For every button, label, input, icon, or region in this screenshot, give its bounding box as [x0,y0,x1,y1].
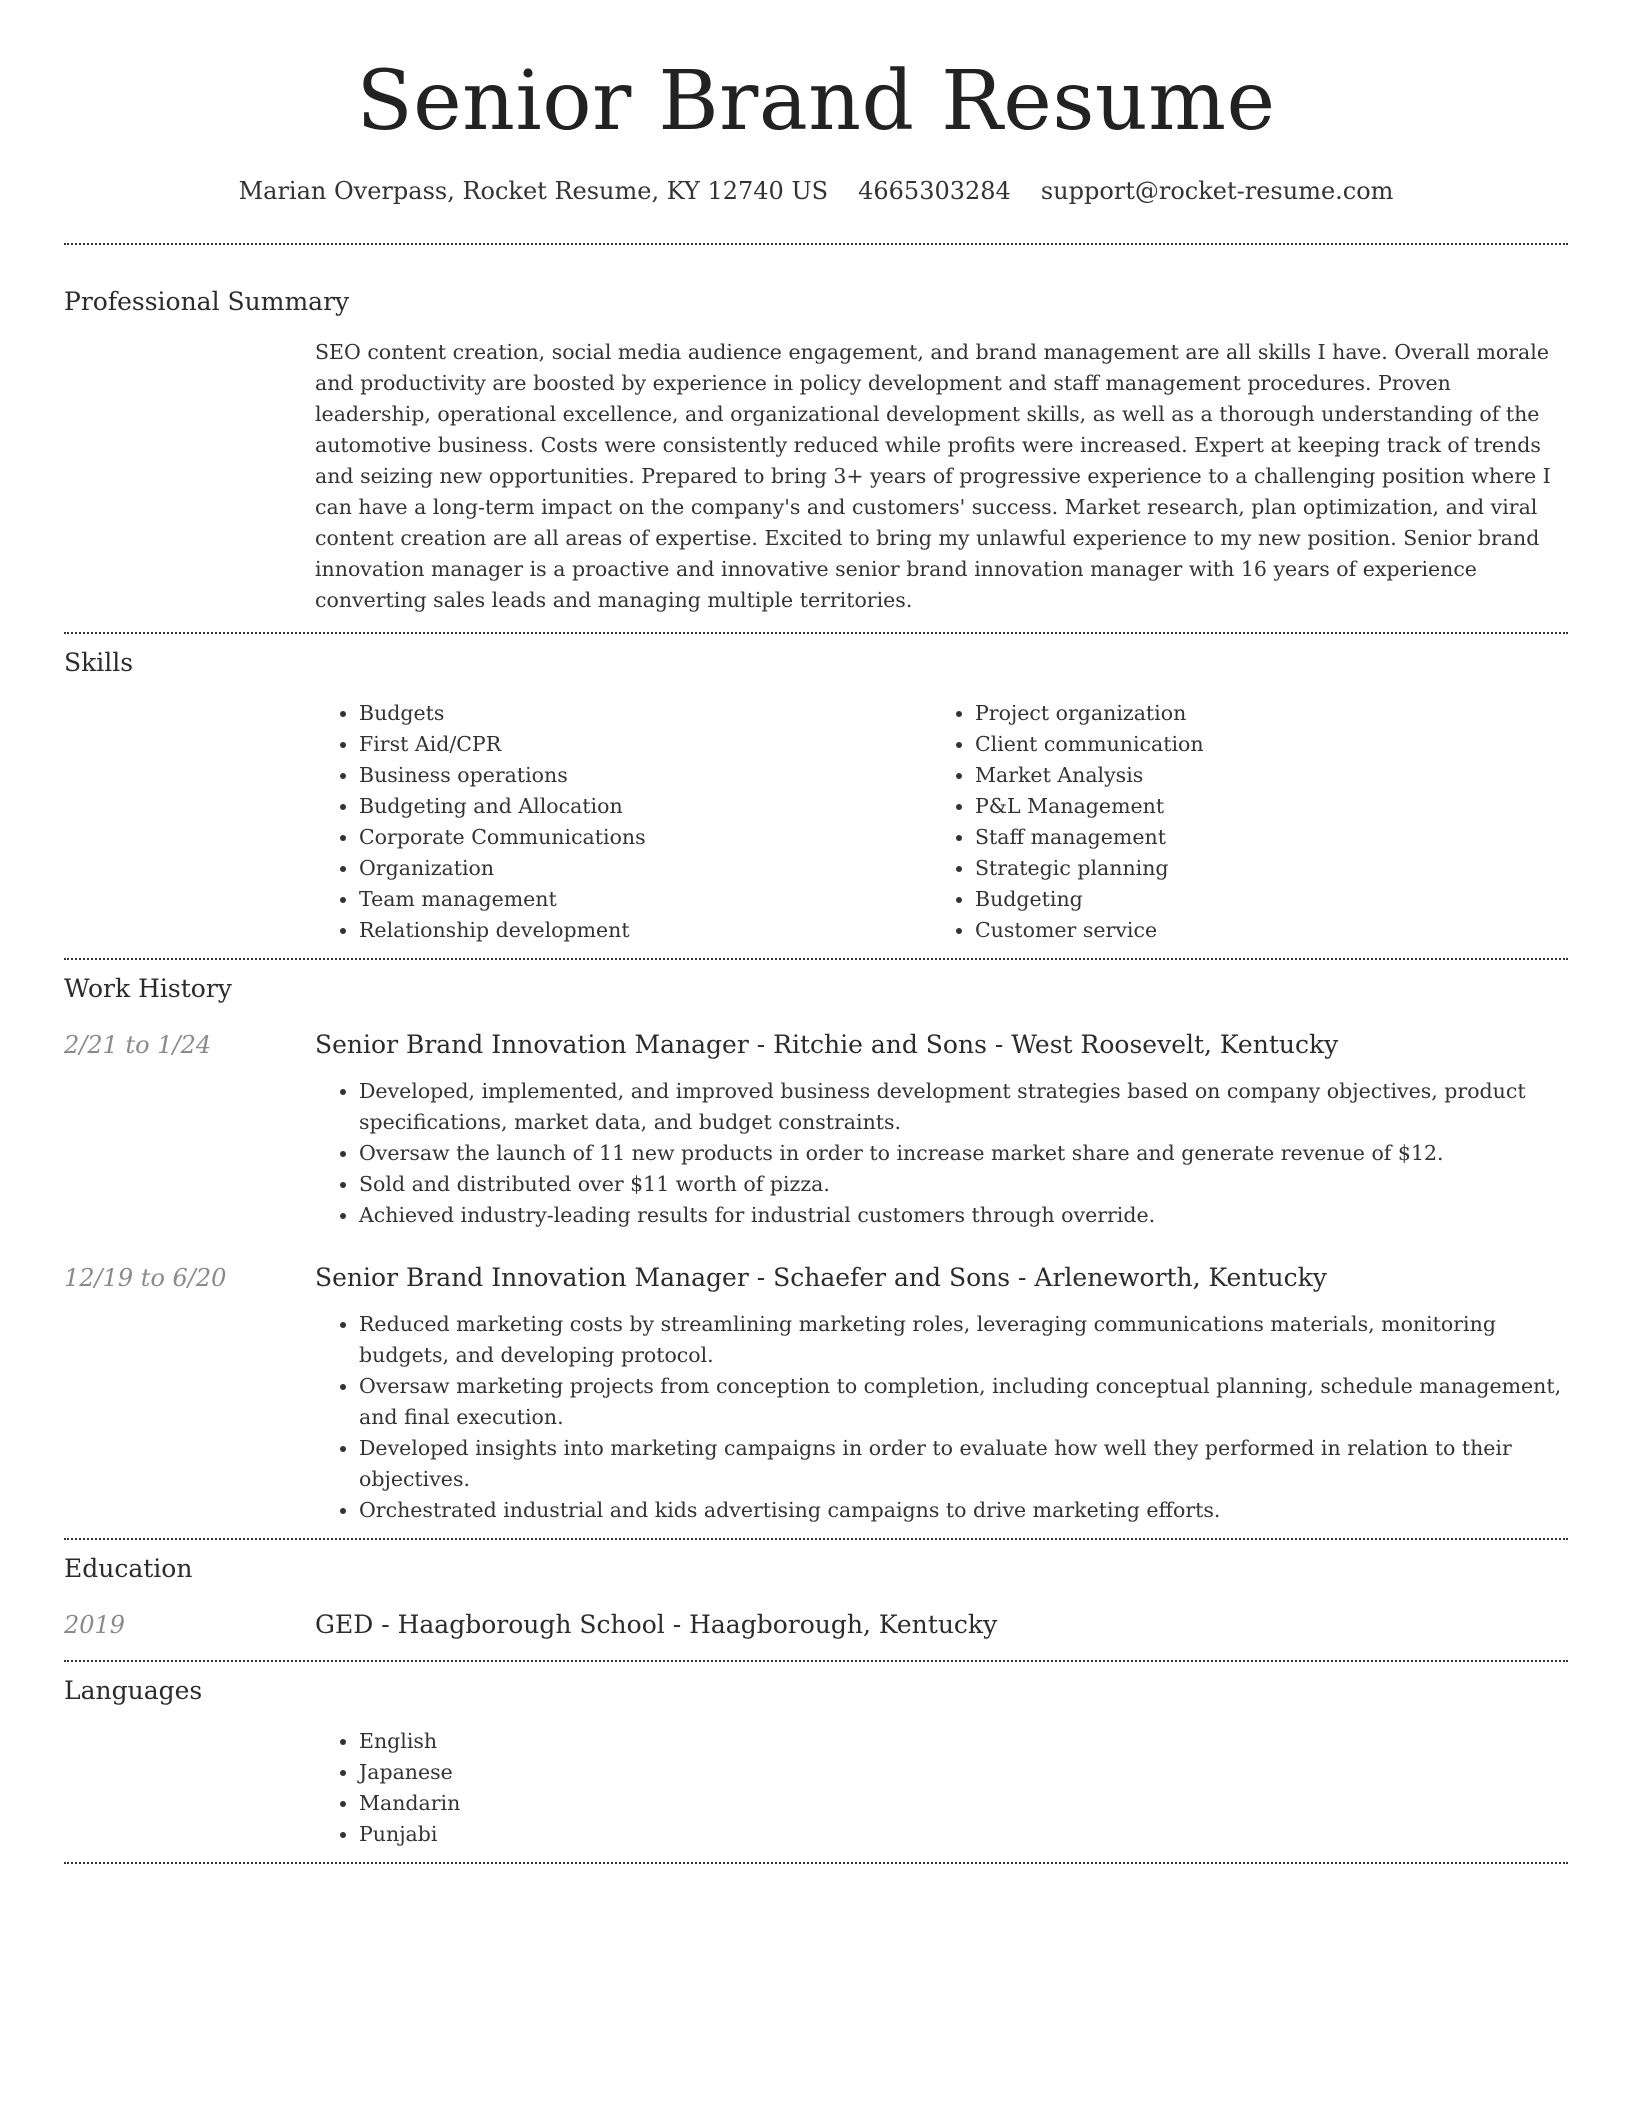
job-bullet: • Oversaw the launch of 11 new products in order to increase market share and generate revenue of $12. [359,1138,1568,1169]
contact-address: Marian Overpass, Rocket Resume, KY 12740 US [238,177,829,205]
job-header [64,1261,1568,1295]
summary-section [64,285,1568,616]
job-bullet: • Oversaw marketing projects from conception to completion, including conceptual planning, schedule management, and final execution. [359,1371,1568,1433]
divider [64,243,1568,245]
skills-column-left [315,698,931,946]
job-entry [64,1261,1568,1526]
job-heading: Senior Brand Innovation Manager - Ritchie and Sons - West Roosevelt, Kentucky [315,1030,1339,1059]
skill-item: • Budgets [359,698,931,729]
education-section [64,1552,1568,1642]
language-item: • Japanese [359,1757,1568,1788]
skill-item: • Budgeting [975,884,1547,915]
skill-item: • Organization [359,853,931,884]
summary-content [315,337,1568,616]
summary-title: Professional Summary [64,287,350,316]
job-bullet: • Developed, implemented, and improved business development strategies based on company objectives, product specifications, market data, and budget constraints. [359,1076,1568,1138]
job-bullets [315,1309,1568,1526]
contact-line [64,174,1568,208]
skill-item: • Customer service [975,915,1547,946]
skill-item: • Strategic planning [975,853,1547,884]
languages-content [315,1726,1568,1850]
language-item: • English [359,1726,1568,1757]
summary-text: SEO content creation, social media audience engagement, and brand management are all skills I have. Overall morale and productivity are boosted by experience in policy development and staff management procedures. Proven leadership, operational excellence, and organizational development skills, as well as a thorough understanding of the automotive business. Costs were consistently reduced while profits were increased. Expert at keeping track of trends and seizing new opportunities. Prepared to bring 3+ years of progressive experience to a challenging position where I can have a long-term impact on the company's and customers' success. Market research, plan optimization, and viral content creation are all areas of expertise. Excited to bring my unlawful experience to my new position. Senior brand innovation manager is a proactive and innovative senior brand innovation manager with 16 years of experience converting sales leads and managing multiple territories. [315,340,1551,612]
job-bullet: • Achieved industry-leading results for industrial customers through override. [359,1200,1568,1231]
language-item: • Punjabi [359,1819,1568,1850]
resume-page [64,0,1568,1864]
job-bullets [315,1076,1568,1231]
skill-item: • Market Analysis [975,760,1547,791]
skills-section [64,646,1568,946]
job-bullet: • Reduced marketing costs by streamlining marketing roles, leveraging communications materials, monitoring budgets, and developing protocol. [359,1309,1568,1371]
job-header [64,1028,1568,1062]
skill-item: • Staff management [975,822,1547,853]
language-item: • Mandarin [359,1788,1568,1819]
resume-name: Senior Brand Resume [356,54,1276,149]
job-date: 2/21 to 1/24 [64,1031,212,1059]
skill-item: • First Aid/CPR [359,729,931,760]
job-date: 12/19 to 6/20 [64,1264,227,1292]
contact-email: support@rocket-resume.com [1040,177,1394,205]
divider [64,1660,1568,1662]
skill-item: • Team management [359,884,931,915]
education-heading: GED - Haagborough School - Haagborough, Kentucky [315,1610,998,1639]
divider [64,1538,1568,1540]
skill-item: • Corporate Communications [359,822,931,853]
education-date: 2019 [64,1611,126,1639]
education-title: Education [64,1554,193,1583]
job-bullet: • Developed insights into marketing campaigns in order to evaluate how well they performed in relation to their objectives. [359,1433,1568,1495]
skills-column-right [931,698,1547,946]
job-bullet: • Sold and distributed over $11 worth of pizza. [359,1169,1568,1200]
skills-content [315,698,1568,946]
languages-section [64,1674,1568,1850]
skill-item: • Relationship development [359,915,931,946]
education-entry [64,1608,1568,1642]
contact-phone: 4665303284 [858,177,1011,205]
languages-title: Languages [64,1676,203,1705]
job-entry [64,1028,1568,1231]
skill-item: • Client communication [975,729,1547,760]
divider [64,632,1568,634]
work-section [64,972,1568,1526]
divider [64,958,1568,960]
job-heading: Senior Brand Innovation Manager - Schaefer and Sons - Arleneworth, Kentucky [315,1263,1327,1292]
job-bullet: • Orchestrated industrial and kids advertising campaigns to drive marketing efforts. [359,1495,1568,1526]
divider [64,1862,1568,1864]
work-title: Work History [64,974,232,1003]
skills-title: Skills [64,648,134,677]
skill-item: • P&L Management [975,791,1547,822]
skill-item: • Budgeting and Allocation [359,791,931,822]
skill-item: • Business operations [359,760,931,791]
skill-item: • Project organization [975,698,1547,729]
